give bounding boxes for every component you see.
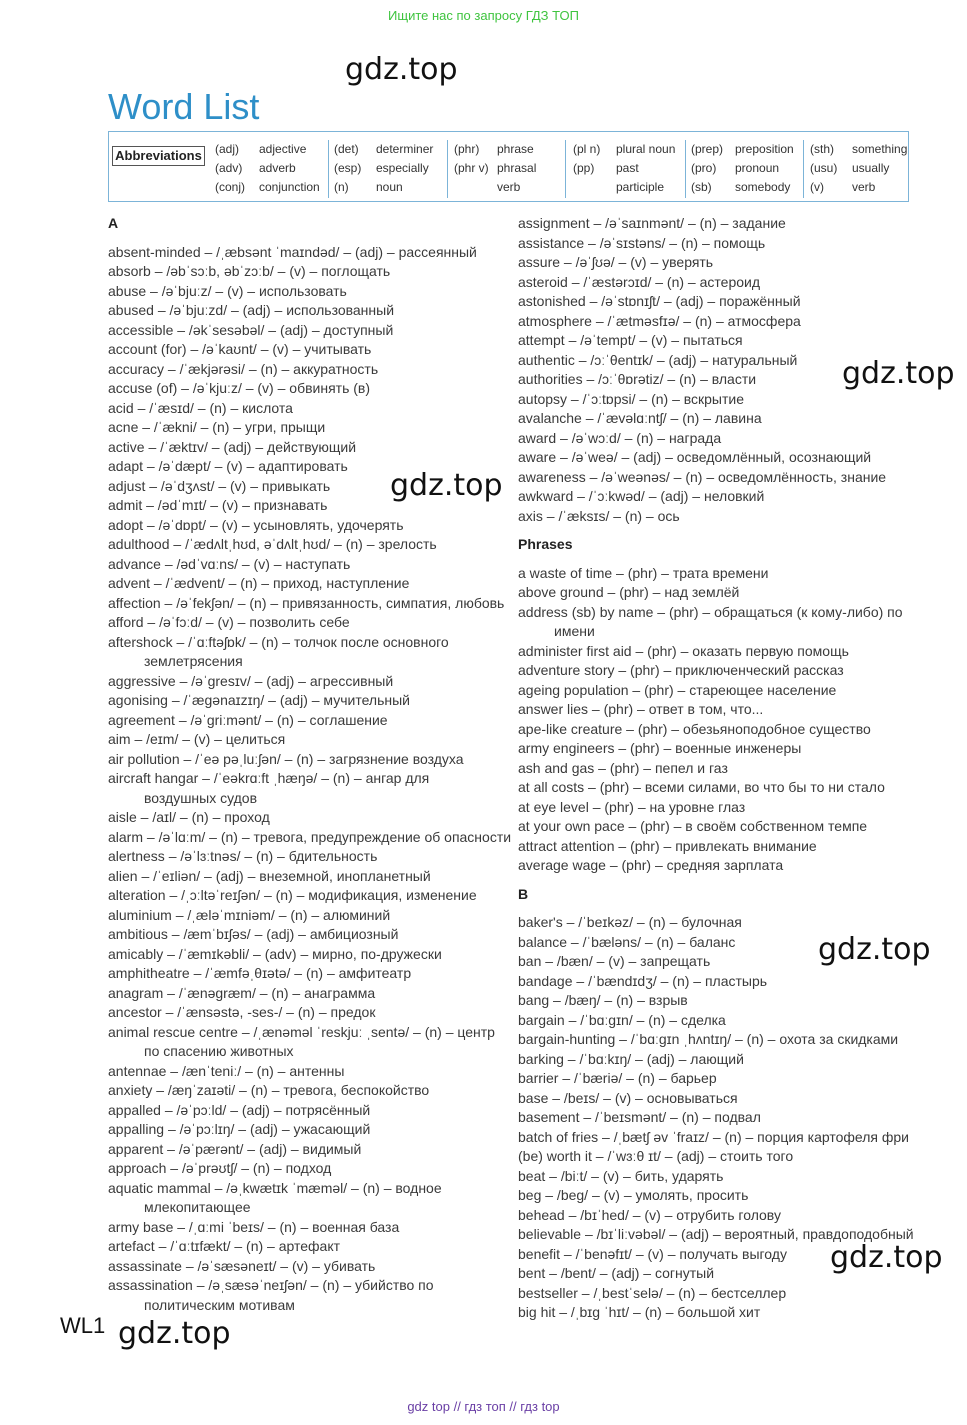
word-entry: batch of fries – /ˌbætʃ əv ˈfraɪz/ – (n) – порция картофеля фри	[518, 1128, 909, 1145]
word-entry: alertness – /əˈlɜːtnəs/ – (n) – бдительность	[108, 848, 378, 864]
abbr-code: (sb)	[691, 180, 712, 194]
abbr-group	[810, 140, 907, 197]
watermark: gdz.top	[390, 468, 503, 503]
word-entry: absorb – /əbˈsɔːb, əbˈzɔːb/ – (v) – поглощать	[108, 263, 391, 279]
word-entry: ape-like creature – (phr) – обезьяноподобное существо	[518, 720, 871, 737]
word-entry: bargain-hunting – /ˈbɑːgɪn ˌhʌntɪŋ/ – (n) – охота за скидками	[518, 1031, 899, 1047]
word-entry: barrier – /ˈbæriə/ – (n) – барьер	[518, 1070, 717, 1086]
word-entry: answer lies – (phr) – ответ в том, что...	[518, 701, 764, 717]
word-entry: agreement – /əˈgriːmənt/ – (n) – соглашение	[108, 711, 388, 728]
abbr-meaning: adjective	[259, 142, 307, 156]
footer-links[interactable]: gdz top // гдз топ // гдз top	[407, 1399, 560, 1414]
word-entry: antennae – /ænˈteniː/ – (n) – антенны	[108, 1062, 345, 1079]
word-entry: animal rescue centre – /ˌænəməl ˈreskjuː ˌsentə/ – (n) – центр по спасению животных	[108, 1023, 495, 1059]
word-entry: assignment – /əˈsaɪnmənt/ – (n) – задание	[518, 215, 786, 231]
word-entry: big hit – /ˌbɪg ˈhɪt/ – (n) – большой хит	[518, 1304, 761, 1320]
word-entry: ash and gas – (phr) – пепел и газ	[518, 759, 728, 776]
spacer	[108, 234, 503, 243]
word-entry: aquatic mammal – /əˌkwætɪk ˈmæməl/ – (n) – водное млекопитающее	[108, 1179, 442, 1215]
abbr-meaning: verb	[497, 180, 521, 194]
word-entry: behead – /bɪˈhed/ – (v) – отрубить голову	[518, 1206, 781, 1223]
word-entry: army engineers – (phr) – военные инженеры	[518, 740, 802, 756]
word-entry: adopt – /əˈdɒpt/ – (v) – усыновлять, удочерять	[108, 516, 404, 533]
abbr-code: (prep)	[691, 142, 724, 156]
section-heading: B	[518, 885, 529, 902]
abbreviations-label: Abbreviations	[112, 146, 205, 166]
word-entry: authentic – /ɔːˈθentɪk/ – (adj) – натуральный	[518, 351, 798, 368]
abbr-code: (pp)	[573, 161, 595, 175]
word-entry: aggressive – /əˈgresɪv/ – (adj) – агрессивный	[108, 672, 394, 689]
word-entry: aisle – /aɪl/ – (n) – проход	[108, 809, 270, 825]
abbr-code: (v)	[810, 180, 824, 194]
word-entry: bang – /bæŋ/ – (n) – взрыв	[518, 992, 688, 1008]
abbr-meaning: phrasal	[497, 161, 537, 175]
abbr-meaning: adverb	[259, 161, 296, 175]
word-entry: adjust – /əˈdʒʌst/ – (v) – привыкать	[108, 477, 331, 494]
word-entry: autopsy – /ˈɔːtɒpsi/ – (n) – вскрытие	[518, 390, 745, 407]
abbr-code: (usu)	[810, 161, 838, 175]
divider	[328, 140, 329, 198]
word-entry: accuse (of) – /əˈkjuːz/ – (v) – обвинять (в)	[108, 380, 371, 396]
word-list-left-column	[108, 214, 512, 1315]
word-entry: abused – /əˈbjuːzd/ – (adj) – использованный	[108, 302, 395, 318]
word-entry: aware – /əˈweə/ – (adj) – осведомлённый, осознающий	[518, 449, 872, 465]
abbr-group	[573, 140, 675, 197]
spacer	[518, 555, 918, 564]
watermark: gdz.top	[830, 1240, 943, 1275]
word-entry: army base – /ˌɑːmi ˈbeɪs/ – (n) – военная база	[108, 1218, 400, 1235]
abbr-meaning: conjunction	[259, 180, 320, 194]
page-number: WL1	[60, 1313, 106, 1338]
word-entry: artefact – /ˈɑːtɪfækt/ – (n) – артефакт	[108, 1238, 341, 1254]
word-entry: base – /beɪs/ – (v) – основываться	[518, 1089, 738, 1106]
word-entry: assassinate – /əˈsæsəneɪt/ – (v) – убивать	[108, 1257, 376, 1274]
word-entry: at your own pace – (phr) – в своём собственном темпе	[518, 818, 868, 834]
word-entry: advance – /ədˈvɑːns/ – (v) – наступать	[108, 555, 351, 572]
word-entry: award – /əˈwɔːd/ – (n) – награда	[518, 429, 722, 446]
word-entry: administer first aid – (phr) – оказать первую помощь	[518, 642, 849, 659]
abbr-code: (phr)	[454, 142, 480, 156]
watermark: gdz.top	[345, 52, 458, 87]
word-entry: atmosphere – /ˈætməsfɪə/ – (n) – атмосфера	[518, 312, 801, 329]
word-entry: afford – /əˈfɔːd/ – (v) – позволить себе	[108, 614, 350, 630]
word-entry: acne – /ˈækni/ – (n) – угри, прыщи	[108, 419, 326, 435]
word-entry: acid – /ˈæsɪd/ – (n) – кислота	[108, 399, 293, 416]
abbr-meaning: determiner	[376, 142, 434, 156]
section-heading: A	[108, 215, 119, 231]
watermark: gdz.top	[118, 1316, 231, 1351]
word-entry: assassination – /əˌsæsəˈneɪʃən/ – (n) – убийство по политическим мотивам	[108, 1277, 434, 1313]
word-entry: basement – /ˈbeɪsmənt/ – (n) – подвал	[518, 1109, 761, 1125]
abbr-code: (n)	[334, 180, 349, 194]
word-list-right-column	[518, 214, 918, 1323]
spacer	[518, 904, 918, 913]
word-entry: (be) worth it – /ˈwɜːθ ɪt/ – (adj) – стоить того	[518, 1148, 794, 1164]
word-entry: at all costs – (phr) – всеми силами, во что бы то ни стало	[518, 779, 885, 795]
word-entry: baker's – /ˈbeɪkəz/ – (n) – булочная	[518, 914, 742, 930]
abbr-code: (pro)	[691, 161, 717, 175]
word-entry: bargain – /ˈbɑːgɪn/ – (n) – сделка	[518, 1011, 726, 1028]
divider	[803, 140, 804, 198]
word-entry: aircraft hangar – /ˈeəkrɑːft ˌhæŋə/ – (n) – ангар для воздушных судов	[108, 770, 430, 806]
abbr-meaning: phrase	[497, 142, 534, 156]
word-entry: ban – /bæn/ – (v) – запрещать	[518, 953, 711, 969]
word-entry: authorities – /ɔːˈθɒrətiz/ – (n) – власти	[518, 371, 757, 387]
word-entry: accuracy – /ˈækjərəsi/ – (n) – аккуратность	[108, 360, 379, 377]
word-entry: adulthood – /ˈædʌltˌhʊd, əˈdʌltˌhʊd/ – (n) – зрелость	[108, 536, 437, 552]
word-entry: advent – /ˈædvent/ – (n) – приход, наступление	[108, 575, 410, 591]
word-entry: abuse – /əˈbjuːz/ – (v) – использовать	[108, 282, 347, 299]
word-entry: approach – /əˈprəʊtʃ/ – (n) – подход	[108, 1160, 332, 1176]
watermark: gdz.top	[842, 356, 955, 391]
abbr-code: (sth)	[810, 142, 834, 156]
section-heading: Phrases	[518, 536, 573, 552]
abbr-group	[454, 140, 536, 197]
word-entry: bent – /bent/ – (adj) – согнутый	[518, 1265, 715, 1281]
word-entry: appalled – /əˈpɔːld/ – (adj) – потрясённый	[108, 1101, 371, 1118]
word-entry: believable – /bɪˈliːvəbəl/ – (adj) – вероятный, правдоподобный	[518, 1226, 914, 1242]
abbr-group	[334, 140, 433, 197]
divider	[447, 140, 448, 198]
word-entry: active – /ˈæktɪv/ – (adj) – действующий	[108, 438, 357, 455]
word-entry: assistance – /əˈsɪstəns/ – (n) – помощь	[518, 234, 766, 251]
word-entry: alteration – /ˌɔːltəˈreɪʃən/ – (n) – модификация, изменение	[108, 887, 477, 903]
word-entry: asteroid – /ˈæstərɔɪd/ – (n) – астероид	[518, 273, 760, 290]
word-entry: beg – /beg/ – (v) – умолять, просить	[518, 1187, 749, 1203]
divider	[685, 140, 686, 198]
abbr-meaning: preposition	[735, 142, 794, 156]
word-entry: alien – /ˈeɪliən/ – (adj) – внеземной, инопланетный	[108, 867, 431, 884]
word-entry: anxiety – /æŋˈzaɪəti/ – (n) – тревога, беспокойство	[108, 1082, 430, 1098]
word-entry: air pollution – /ˈeə pəˌluːʃən/ – (n) – загрязнение воздуха	[108, 750, 464, 767]
word-entry: address (sb) by name – (phr) – обращаться (к кому-либо) по имени	[518, 603, 903, 639]
word-entry: aluminium – /ˌæləˈmɪniəm/ – (n) – алюминий	[108, 906, 391, 923]
word-entry: adventure story – (phr) – приключенческий рассказ	[518, 662, 844, 678]
abbr-meaning: participle	[616, 180, 665, 194]
word-entry: benefit – /ˈbenəfɪt/ – (v) – получать выгоду	[518, 1245, 787, 1262]
abbr-code: (det)	[334, 142, 359, 156]
word-entry: avalanche – /ˈævəlɑːntʃ/ – (n) – лавина	[518, 410, 762, 426]
word-entry: bestseller – /ˌbestˈselə/ – (n) – бестселлер	[518, 1284, 787, 1301]
abbr-code: (phr v)	[454, 161, 489, 175]
abbreviations-box	[108, 131, 909, 202]
word-entry: balance – /ˈbæləns/ – (n) – баланс	[518, 933, 736, 950]
abbr-meaning: usually	[852, 161, 890, 175]
word-entry: anagram – /ˈænəgræm/ – (n) – анаграмма	[108, 984, 376, 1001]
abbr-code: (adj)	[215, 142, 240, 156]
abbr-code: (conj)	[215, 180, 246, 194]
abbr-meaning: noun	[376, 180, 403, 194]
word-entry: barking – /ˈbɑːkɪŋ/ – (adj) – лающий	[518, 1050, 744, 1067]
word-entry: bandage – /ˈbændɪdʒ/ – (n) – пластырь	[518, 972, 768, 989]
abbr-meaning: plural noun	[616, 142, 676, 156]
abbr-code	[454, 178, 497, 197]
top-banner[interactable]: Ищите нас по запросу ГДЗ ТОП	[388, 8, 579, 23]
abbr-meaning: verb	[852, 180, 876, 194]
word-entry: astonished – /əˈstɒnɪʃt/ – (adj) – поражённый	[518, 293, 801, 309]
abbr-meaning: pronoun	[735, 161, 780, 175]
word-entry: accessible – /əkˈsesəbəl/ – (adj) – доступный	[108, 321, 394, 338]
word-entry: affection – /əˈfekʃən/ – (n) – привязанность, симпатия, любовь	[108, 594, 505, 611]
word-entry: at eye level – (phr) – на уровне глаз	[518, 798, 746, 815]
word-entry: admit – /ədˈmɪt/ – (v) – признавать	[108, 497, 328, 513]
abbr-group	[215, 140, 320, 197]
spacer	[518, 526, 918, 535]
divider	[565, 140, 566, 198]
abbr-group	[691, 140, 794, 197]
abbr-meaning: somebody	[735, 180, 791, 194]
word-entry: agonising – /ˈægənaɪzɪŋ/ – (adj) – мучительный	[108, 692, 410, 708]
word-entry: axis – /ˈæksɪs/ – (n) – ось	[518, 507, 680, 524]
abbr-code: (adv)	[215, 161, 243, 175]
abbr-meaning: past	[616, 161, 639, 175]
word-entry: awareness – /əˈweənəs/ – (n) – осведомлённость, знание	[518, 468, 887, 485]
word-entry: attract attention – (phr) – привлекать внимание	[518, 837, 817, 854]
word-entry: awkward – /ˈɔːkwəd/ – (adj) – неловкий	[518, 488, 765, 504]
page-title: Word List	[108, 86, 260, 127]
word-entry: attempt – /əˈtempt/ – (v) – пытаться	[518, 332, 743, 348]
spacer	[518, 876, 918, 885]
word-entry: above ground – (phr) – над землёй	[518, 584, 740, 600]
abbr-meaning: something	[852, 142, 908, 156]
abbr-meaning: especially	[376, 161, 429, 175]
word-entry: ageing population – (phr) – стареющее население	[518, 681, 837, 698]
word-entry: average wage – (phr) – средняя зарплата	[518, 857, 784, 873]
word-entry: appalling – /əˈpɔːlɪŋ/ – (adj) – ужасающий	[108, 1121, 371, 1137]
word-entry: aim – /eɪm/ – (v) – целиться	[108, 731, 286, 747]
word-entry: beat – /biːt/ – (v) – бить, ударять	[518, 1167, 724, 1184]
word-entry: assure – /əˈʃʊə/ – (v) – уверять	[518, 254, 714, 270]
watermark: gdz.top	[818, 932, 931, 967]
word-entry: account (for) – /əˈkaʊnt/ – (v) – учитывать	[108, 341, 372, 357]
word-entry: aftershock – /ˈɑːftəʃɒk/ – (n) – толчок после основного землетрясения	[108, 633, 449, 669]
abbr-code: (esp)	[334, 161, 362, 175]
word-entry: ancestor – /ˈænsəstə, -ses-/ – (n) – предок	[108, 1004, 376, 1020]
abbr-code	[573, 178, 616, 197]
word-entry: absent-minded – /ˌæbsənt ˈmaɪndəd/ – (adj) – рассеянный	[108, 243, 477, 260]
word-entry: amphitheatre – /ˈæmfəˌθɪətə/ – (n) – амфитеатр	[108, 965, 412, 981]
word-entry: a waste of time – (phr) – трата времени	[518, 564, 769, 581]
word-entry: apparent – /əˈpærənt/ – (adj) – видимый	[108, 1140, 362, 1157]
word-entry: amicably – /ˈæmɪkəbli/ – (adv) – мирно, по-дружески	[108, 945, 442, 962]
abbr-code: (pl n)	[573, 142, 601, 156]
word-entry: alarm – /əˈlɑːm/ – (n) – тревога, предупреждение об опасности	[108, 828, 512, 845]
word-entry: ambitious – /æmˈbɪʃəs/ – (adj) – амбициозный	[108, 926, 399, 942]
word-entry: adapt – /əˈdæpt/ – (v) – адаптировать	[108, 458, 348, 474]
